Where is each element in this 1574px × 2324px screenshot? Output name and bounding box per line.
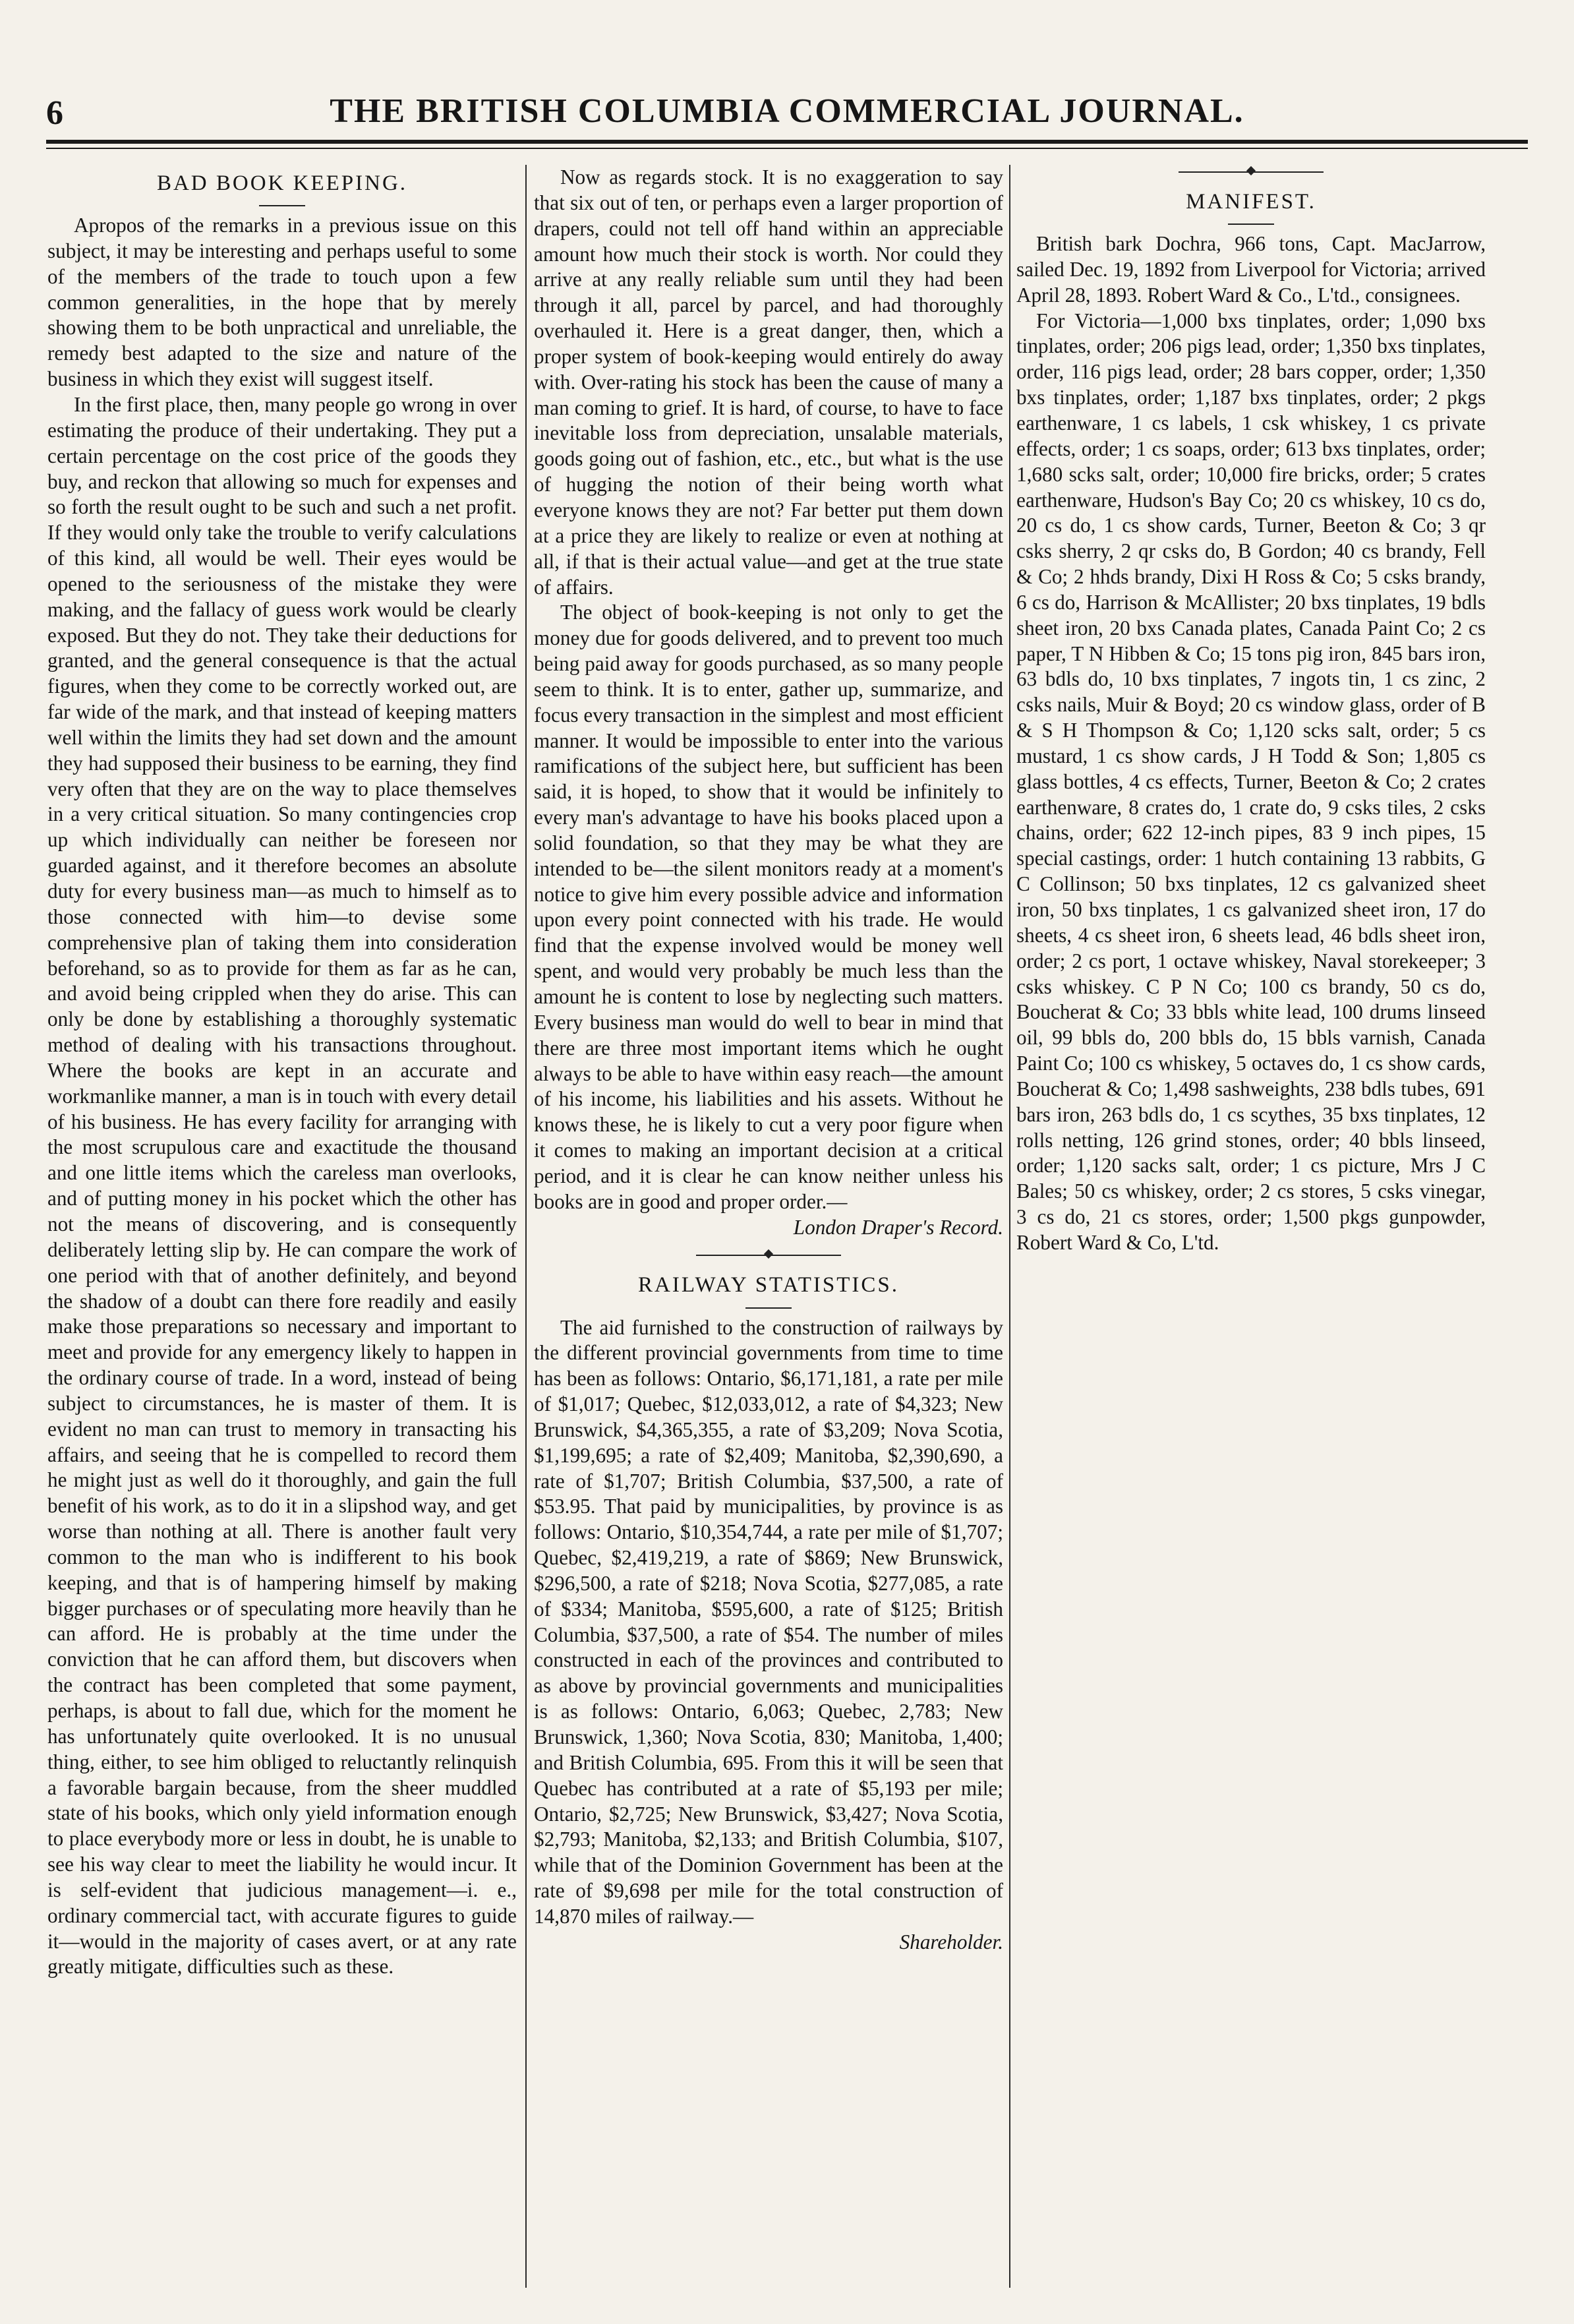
section-divider bbox=[696, 1255, 841, 1256]
manifest-paragraph: British bark Dochra, 966 tons, Capt. MacJarrow, sailed Dec. 19, 1892 from Liverpool for Victoria; arrived April 28, 1893. Robert Ward & Co., L'td., consignees. bbox=[1016, 232, 1486, 307]
article-paragraph: The aid furnished to the construction of railways by the different provincial governments from time to time has been as follows: Ontario, $6,171,181, a rate per mile of $1,017; Quebec, $12,033,012, a rate of $4,323; New Brunswick, $4,365,355, a rate of $3,209; Nova Scotia, $1,199,695; a rate of $2,409; Manitoba, $2,390,690, a rate of $1,707; British Columbia, $37,500, a rate of $53.95. That paid by municipalities, by province is as follows: Ontario, $10,354,744, a rate per mile of $1,707; Quebec, $2,419,219, a rate of $869; New Brunswick, $296,500, a rate of $218; Nova Scotia, $277,085, a rate of $334; Manitoba, $595,600, a rate of $125; British Columbia, $37,500, a rate of $54. The number of miles constructed in each of the provinces and contributed to as above by provincial governments and municipalities is as follows: Ontario, 6,063; Quebec, 2,783; New Brunswick, 1,360; Nova Scotia, 830; Manitoba, 1,400; and British Columbia, 695. From this it will be seen that Quebec has contributed at a rate of $5,193 per mile; Ontario, $2,725; New Brunswick, $3,427; Nova Scotia, $2,793; Manitoba, $2,133; and British Columbia, $107, while that of the Dominion Government has been at the rate of $9,698 per mile for the total construction of 14,870 miles of railway.— bbox=[534, 1315, 1003, 1928]
header-rule bbox=[46, 140, 1528, 144]
article-title-railway-statistics: RAILWAY STATISTICS. bbox=[638, 1273, 899, 1297]
page-header bbox=[46, 84, 1528, 137]
column-divider bbox=[525, 165, 527, 2288]
section-divider bbox=[1179, 171, 1324, 173]
article-source: Shareholder. bbox=[899, 1930, 1003, 1953]
manifest-paragraph: For Victoria—1,000 bxs tinplates, order; 1,090 bxs tinplates, order; 206 pigs lead, order; 1,350 bxs tinplates, order, 116 pigs lead, order; 28 bars copper, order; 1,350 bxs tinplates, order; 1,187 bxs tinplates, order; 2 pkgs earthenware, 1 cs labels, 1 csk whiskey, 1 cs private effects, order; 1 cs soaps, order; 613 bxs tinplates, order; 1,680 scks salt, order; 10,000 fire bricks, order; 5 crates earthenware, Hudson's Bay Co; 20 cs whiskey, 10 cs do, 20 cs do, 1 cs show cards, Turner, Beeton & Co; 3 qr csks sherry, 2 qr csks do, B Gordon; 40 cs brandy, Fell & Co; 2 hhds brandy, Dixi H Ross & Co; 5 csks brandy, 6 cs do, Harrison & McAllister; 20 bxs tinplates, 19 bdls sheet iron, 20 bxs Canada plates, Canada Paint Co; 2 cs paper, T N Hibben & Co; 15 tons pig iron, 845 bars iron, 63 bdls do, 10 bxs tinplates, 7 ingots tin, 1 cs zinc, 2 csks nails, Muir & Boyd; 20 cs window glass, order of B & S H Thompson & Co; 1,120 scks salt, order; 5 cs mustard, 1 cs show cards, J H Todd & Son; 1,805 cs glass bottles, 4 cs effects, Turner, Beeton & Co; 2 crates earthenware, 8 crates do, 1 crate do, 9 csks tiles, 2 csks chains, order; 622 12-inch pipes, 83 9 inch pipes, 15 special castings, order: 1 hutch containing 13 rabbits, G C Collinson; 50 bxs tinplates, 12 cs galvanized sheet iron, 50 bxs tinplates, 1 cs galvanized sheet iron, 17 do sheets, 4 cs sheet iron, 6 sheets lead, 46 bdls sheet iron, order; 2 cs port, 1 octave whiskey, Naval storekeeper; 3 csks whiskey. C P N Co; 100 cs brandy, 50 cs do, Boucherat & Co; 33 bbls white lead, 100 drums linseed oil, 99 bbls do, 200 bbls do, 15 bbls varnish, Canada Paint Co; 100 cs whiskey, 5 octaves do, 1 cs show cards, Boucherat & Co; 1,498 sashweights, 238 bdls tubes, 691 bars iron, 263 bdls do, 1 cs scythes, 35 bxs tinplates, 12 rolls netting, 126 grind stones, order; 40 bbls linseed, order; 1,120 sacks salt, order; 1 cs picture, Mrs J C Bales; 50 cs whiskey, order; 2 cs stores, 5 csks vinegar, 3 cs do, 21 cs stores, order; 1,500 pkgs gunpowder, Robert Ward & Co, L'td. bbox=[1016, 309, 1486, 1254]
page-number: 6 bbox=[46, 94, 63, 132]
article-title-bad-book-keeping: BAD BOOK KEEPING. bbox=[156, 171, 408, 195]
article-paragraph: In the first place, then, many people go wrong in over estimating the produce of their undertaking. They put a certain percentage on the cost price of the goods they buy, and reckon that allowing so much for expenses and so forth the result ought to be such and such a net profit. If they would only take the trouble to verify calculations of this kind, all would be well. Their eyes would be opened to the seriousness of the mistake they were making, and the fallacy of guess work would be clearly exposed. But they do not. They take their deductions for granted, and the general consequence is that the actual figures, when they come to be correctly worked out, are far wide of the mark, and that instead of keeping matters well within the limits they had set down and the amount they had supposed their business to be earning, they find very often that they are on the way to place themselves in a very critical situation. So many contingencies crop up which individually can neither be foreseen nor guarded against, and it therefore becomes an absolute duty for every business man—as much to himself as to those connected with him—to devise some comprehensive plan of taking them into consideration beforehand, so as to provide for them as far as he can, and avoid being crippled when they do arise. This can only be done by establishing a thoroughly systematic method of dealing with his transactions throughout. Where the books are kept in an accurate and workmanlike manner, a man is in touch with every detail of his business. He has every facility for arranging with the most scrupulous care and exactitude the thousand and one little items which the careless man overlooks, and of putting money in his pocket which the other has not the means of discovering, and is consequently deliberately letting slip by. He can compare the work of one period with that of another definitely, and beyond the shadow of a doubt can there fore readily and easily make those preparations so necessary and important to meet and provide for any emergency likely to happen in the ordinary course of trade. In a word, instead of being subject to circumstances, he is master of them. It is evident no man can trust to memory in transacting his affairs, and seeing that he is compelled to record them he might just as well do it thoroughly, and gain the full benefit of his work, as to do it in a slipshod way, and get worse than nothing at all. There is another fault very common to the man who is indifferent to his book keeping, and that is of hampering himself by making bigger purchases or of speculating more heavily than he can afford. He is probably at the time under the conviction that he can afford them, but discovers when the contract has been completed that some payment, perhaps, is about to fall due, which for the moment he has unfortunately quite overlooked. It is no unusual thing, either, to see him obliged to reluctantly relinquish a favorable bargain because, from the sheer muddled state of his books, which only yield information enough to place everybody more or less in doubt, he is unable to see his way clear to meet the liability he would incur. It is self-evident that judicious management—i. e., ordinary commercial tact, with accurate figures to guide it—would in the majority of cases avert, or at any rate greatly mitigate, difficulties such as these. bbox=[47, 392, 517, 1979]
title-rule bbox=[1228, 223, 1274, 225]
article-paragraph: Apropos of the remarks in a previous issue on this subject, it may be interesting and perhaps useful to some of the members of the trade to touch upon a few common generalities, in the hope that by merely showing them to be both unpractical and unreliable, the remedy best adapted to the size and nature of the business in which they exist will suggest itself. bbox=[47, 214, 517, 391]
journal-title: THE BRITISH COLUMBIA COMMERCIAL JOURNAL. bbox=[330, 92, 1244, 130]
article-paragraph: The object of book-keeping is not only to get the money due for goods delivered, and to prevent too much being paid away for goods purchased, as so many people seem to think. It is to enter, gather up, summarize, and focus every transaction in the simplest and most efficient manner. It would be impossible to enter into the various ramifications of the subject here, but sufficient has been said, it is hoped, to show that it would be infinitely to every man's advantage to have his books placed upon a solid foundation, so that they may be what they are intended to be—the silent monitors ready at a moment's notice to give him every possible advice and information upon every point connected with his trade. He would find that the expense involved would be money well spent, and would very probably be much less than the amount he is content to lose by neglecting such matters. Every business man would do well to bear in mind that there are three most important items which he ought always to be able to have within easy reach—the amount of his income, his liabilities and his assets. Without he knows these, he is likely to cut a very poor figure when it comes to making an important decision at a critical period, and it is clear he can know neither unless his books are in good and proper order.— bbox=[534, 601, 1003, 1213]
article-paragraph: Now as regards stock. It is no exaggeration to say that six out of ten, or perhaps even a larger proportion of drapers, could not tell off hand within an appreciable amount how much their stock is worth. Nor could they arrive at any really reliable sum until they had been through it all, parcel by parcel, and had thoroughly overhauled it. Here is a great danger, then, which a proper system of book-keeping would entirely do away with. Over-rating his stock has been the cause of many a man coming to grief. It is hard, of course, to have to face inevitable loss from depreciation, unsalable materials, goods going out of fashion, etc., etc., but what is the use of hugging the notion of their being worth what everyone knows they are not? Far better put them down at a price they are likely to realize or even at nothing at all, if that is their actual value—and get at the true state of affairs. bbox=[534, 165, 1003, 599]
title-rule bbox=[259, 205, 305, 206]
column-divider bbox=[1009, 165, 1010, 2288]
column-2 bbox=[534, 165, 1003, 2291]
column-3 bbox=[1016, 165, 1486, 2291]
article-source: London Draper's Record. bbox=[793, 1215, 1003, 1239]
title-rule bbox=[745, 1307, 792, 1309]
column-1 bbox=[47, 165, 517, 2291]
header-rule-thin bbox=[46, 148, 1528, 149]
article-title-manifest: MANIFEST. bbox=[1186, 190, 1316, 214]
